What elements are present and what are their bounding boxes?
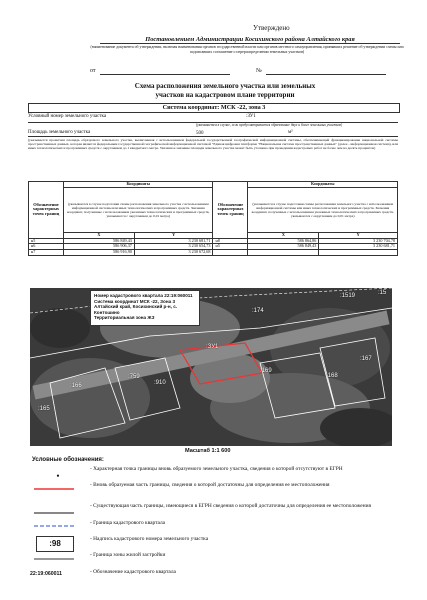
number-label: № [256, 68, 262, 74]
coords-note-right: (указываются в случае подготовки схемы расположения земельного участка с использованием информационной системы или иных технологических и программных средств. Значения координат, полученные с использованием указанных технологических и программных средств, указываются с округлением до 0,01 метра) [248, 187, 398, 232]
info-line: Алтайский край, Косихинский р-н, с. Контошино [94, 304, 178, 315]
map-label: :168 [326, 373, 338, 379]
area-unit: м² [288, 130, 293, 135]
coords-note-left: (указываются в случае подготовки схемы расположения земельного участка с использованием информационной системы или иных технологических и программных средств. Значения координат, полученные с использованием указанных технологических и программных средств, указываются с округлением до 0,01 метра) [64, 187, 213, 232]
legend-symbol-quarter-boundary [34, 523, 74, 529]
col-point-right: Обозначение характерных точек границ [213, 182, 248, 239]
info-line: Территориальная зона ЖЗ [94, 315, 155, 321]
parcel-row [28, 112, 398, 123]
parcel-value: :ЗУ1 [246, 114, 256, 119]
legend-text: - Надпись кадастрового номера земельного участка [90, 536, 209, 542]
number-line [266, 74, 386, 75]
col-point-left: Обозначение характерных точек границ [29, 182, 64, 239]
x-cell: 586 864,86 [248, 238, 319, 244]
map-label: :1519 [340, 293, 356, 299]
area-line [28, 136, 398, 137]
x-header: X [248, 232, 319, 238]
title-line-2: участков на кадастровом плане территории [155, 91, 295, 99]
legend-symbol-quarter-label: 22:19:060011 [30, 571, 63, 577]
empty-cell [319, 250, 398, 256]
legend-title: Условные обозначения: [32, 457, 104, 463]
y-cell: 3 230 681,71 [134, 238, 213, 244]
y-header: Y [319, 232, 398, 238]
point-cell: н7 [29, 250, 64, 256]
map-label: :166 [70, 383, 82, 389]
legend-symbol-existing-boundary [34, 510, 74, 516]
page-title [60, 82, 390, 100]
y-cell: 3 230 704,78 [319, 238, 398, 244]
x-cell: 586 916,90 [64, 250, 135, 256]
title-line-1: Схема расположения земельного участка или земельных [134, 82, 316, 90]
y-cell: 3 230 654,73 [134, 244, 213, 250]
area-note: (указывается проектная площадь образуемого земельного участка, вычисленная с использованием федеральной государственной географической информационной системы, обеспечивающей функционирование национальной системы пространственных данных, которая является федеральным государственной географической информационной системой "Единая цифровая платформа "Национальная система пространственных данных" (далее - информационная система), или иных технологических и программных средств с округлением до 1 квадратного метра. Указанное значение площади земельного участка может быть уточнено при проведении кадастровых работ не более чем на десять процентов) [28, 138, 398, 151]
cadastral-map [30, 288, 392, 446]
area-label: Площадь земельного участка [28, 130, 91, 135]
point-cell: н5 [29, 238, 64, 244]
parcel-note: (указывается в случае, если предусматривается образование двух и более земельных участков) [196, 123, 343, 127]
map-scale: Масштаб 1:1 600 [185, 448, 231, 454]
x-cell: 586 849,43 [248, 244, 319, 250]
parcel-map-label: :ЗУ1 [206, 344, 219, 350]
map-label: :174 [252, 308, 264, 314]
point-cell: н5 [213, 244, 248, 250]
y-cell: 3 230 681,71 [319, 244, 398, 250]
approved-label: Утверждено [253, 24, 290, 32]
empty-cell [213, 250, 248, 256]
table-row [29, 250, 398, 256]
x-header: X [64, 232, 135, 238]
map-label: :910 [154, 380, 166, 386]
resolution-text: Постановлением Администрации Косихинского района Алтайского края [100, 36, 400, 44]
info-line: Система координат МСК -22, Зона 3 [94, 298, 176, 304]
legend-text: - Вновь образуемая часть границы, сведения о которой достаточны для определения ее местоположения [90, 482, 330, 488]
legend-symbol-new-boundary [34, 486, 74, 492]
area-value: 500 [196, 131, 204, 136]
map-label: :167 [360, 356, 372, 362]
map-label: :759 [128, 374, 140, 380]
col-coords-right: Координаты [248, 182, 398, 188]
legend-text: - Существующая часть границы, имеющиеся в ЕГРН сведения о которой достаточны для определения ее местоположения [90, 503, 371, 509]
empty-cell [248, 250, 319, 256]
map-info-box [90, 290, 200, 326]
resolution-note: (наименование документа об утверждении, включая наименования органов государственной власти или органов местного самоуправления, принявших решение об утверждении схемы или подписавших соглашение о перераспределении земельных участков) [90, 45, 404, 54]
x-cell: 586 849,43 [64, 238, 135, 244]
y-cell: 3 230 672,68 [134, 250, 213, 256]
info-line: Номер кадастрового квартала 22:19:060011 [94, 293, 193, 298]
point-cell: н8 [213, 238, 248, 244]
y-header: Y [134, 232, 213, 238]
map-label: :165 [38, 406, 50, 412]
boundary-lines [30, 288, 392, 446]
legend-text: - Граница кадастрового квартала [90, 520, 166, 526]
date-line [100, 74, 230, 75]
map-label: :169 [260, 368, 272, 374]
legend-symbol-residential-zone [34, 556, 74, 562]
legend-symbol-cadastral-number: :98 [36, 536, 74, 552]
legend-text: - Характерная точка границы вновь образуемого земельного участка, сведения о которой отсутствуют в ЕГРН [90, 466, 343, 472]
col-coords-left: Координаты [64, 182, 213, 188]
map-label: :15 [378, 290, 387, 296]
legend-text: - Граница зоны жилой застройки [90, 552, 166, 558]
point-cell: н6 [29, 244, 64, 250]
x-cell: 586 906,37 [64, 244, 135, 250]
legend-symbol-point: • [56, 471, 60, 481]
parcel-label: Условный номер земельного участка [28, 114, 107, 119]
coordinates-table [28, 181, 398, 256]
date-label: от [90, 68, 96, 74]
legend-text: - Обозначение кадастрового квартала [90, 569, 176, 575]
coord-system-box: Система координат: МСК -22, зона 3 [28, 103, 400, 113]
